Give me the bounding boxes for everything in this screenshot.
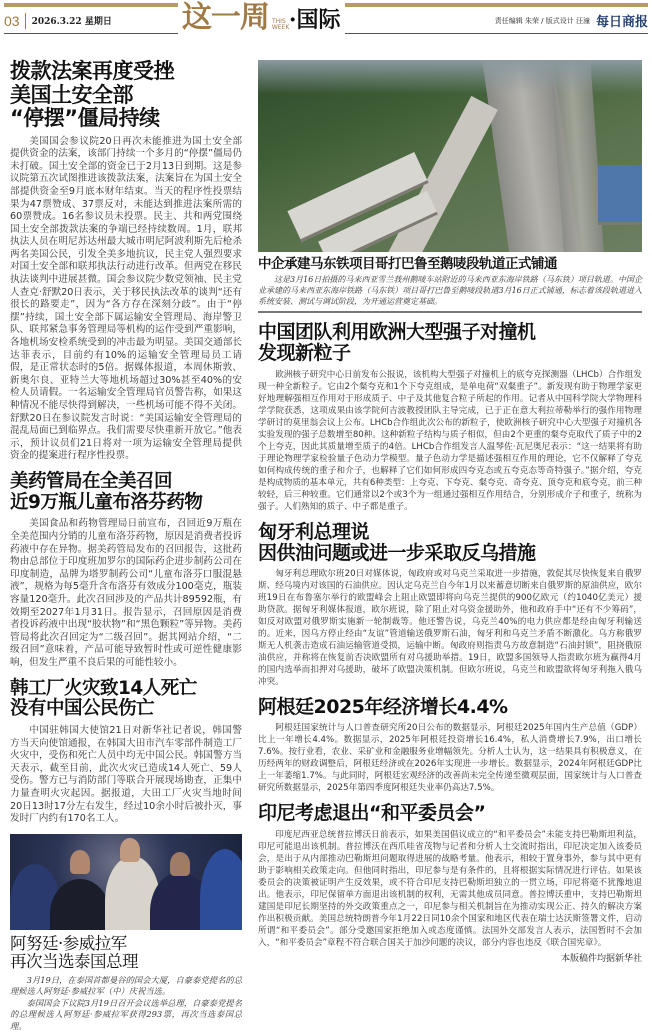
- page-number: 03: [4, 13, 26, 29]
- caption-rail: 这是3月16日拍摄的马来西亚雪兰莪州鹅唛车站附近的马来西亚东海岸铁路（马东铁）项目轨道。中国企业承建的马来西亚东海岸铁路（马东铁）项目哥打巴鲁至鹅唛段轨道3月16日正式铺通，标志着该段轨道进入系统安装、测试与调试阶段，为开通运营奠定基础。: [258, 275, 642, 307]
- logo-en: THIS WEEK: [271, 17, 290, 31]
- body-hungary: 匈牙利总理欧尔班20日对媒体说，匈政府或对乌克兰采取进一步措施，敦促其尽快恢复来自俄罗斯、经乌境内对该国的石油供应。因认定乌克兰自今年1月以来蓄意切断来自俄罗斯的原油供应，欧尔班19日在布鲁塞尔举行的欧盟峰会上阻止欧盟即将向乌克兰提供的900亿欧元（约1040亿美元）援助贷款。据匈牙利媒体报道，欧尔班说，除了阻止对乌资金援助外，他和政府手中“还有不少筹码”，如反对欧盟对俄罗斯实施新一轮制裁等。他还警告说，乌克兰40%的电力供应都是经由匈牙利输送的。近来，因乌方停止经由“友谊”管道输送俄罗斯石油，匈牙利和乌克兰矛盾不断激化。乌方称俄罗斯无人机袭击造成石油运输管道受损，运输中断。匈政府则指责乌方故意制造“石油封锁”，阻挠俄原油供应，并称将在恢复前否决欧盟所有对乌援助举措。19日，欧盟多国领导人指责欧尔班为赢得4月的国内选举而扣押对乌援助，破坏了欧盟决策机制。但欧尔班说，乌克兰和欧盟欲将匈牙利拖入俄乌冲突。: [258, 569, 642, 688]
- body-lhcb: 欧洲核子研究中心日前发布公报说，该机构大型强子对撞机上的底夸克探测器（LHCb）合作组发现一种全新粒子。它由2个粲夸克和1个下夸克组成，是单电荷“双粲重子”。新发现有助于物理学家更好地理解强相互作用对于形成质子、中子及其他复合粒子所起的作用。记者从中国科学院大学物理科学学院获悉，这项成果由该学院何吉波教授团队主导完成，已于正在意大利拉蒂勒举行的强作用物理学研讨的莫里翁会议上公布。LHCb合作组此次公布的新粒子，使欧洲核子研究中心大型强子对撞机各实验发现的强子总数增至80种。这种新粒子结构与质子相似，但由2个更重的粲夸克取代了质子中的2个上夸克，因此其质量增至质子的4倍。LHCb合作组发言人温琴佐·瓦尼奥尼表示：“这一结果将有助于理论物理学家检验量子色动力学模型。量子色动力学是描述强相互作用的理论，它不仅解释了夸克如何构成传统的重子和介子，也解释了它们如何形成四夸克态或五夸克态等奇特强子。”据介绍，夸克是构成物质的基本单元，共有6种类型：上夸克、下夸克、粲夸克、奇夸克、顶夸克和底夸克，前三种较轻，后三种较重。它们通常以2个或3个为一组通过强相互作用结合，分别形成介子和重子，统称为强子。人们熟知的质子、中子都是重子。: [258, 369, 642, 512]
- editors: 责任编辑 朱荣 / 版式设计 汪潼: [494, 16, 590, 25]
- body-indonesia: 印度尼西亚总统普拉博沃日前表示，如果美国倡议成立的“和平委员会”未能支持巴勒斯坦利益，印尼可能退出该机制。普拉博沃在西爪哇省茂物与记者和分析人士交流时指出，印尼决定加入该委员会，是出于从内部推动巴勒斯坦问题取得进展的战略考量。他表示，相较于置身事外，参与其中更有助于影响相关政策走向。但他同时指出，印尼参与是有条件的，且将根据实际情况进行评估。如果该委员会的决策被证明产生反效果，或不符合印尼支持巴勒斯坦独立的一贯立场，印尼将毫不犹豫地退出。他表示，印尼保留单方面退出该机制的权利，无需其他成员同意。普拉博沃重申，支持巴勒斯坦建国是印尼长期坚持的外交政策重点之一，印尼参与相关机制旨在为推动实现公正、持久的解决方案作出积极贡献。美国总统特朗普今年1月22日同10余个国家和地区代表在瑞士达沃斯签署文件，启动所谓“和平委员会”。部分受邀国家拒绝加入或态度谨慎。法国外交部发言人表示，法国暂时不会加入，“和平委员会”章程不符合联合国关于加沙问题的决议，部分内容也违反《联合国宪章》。: [258, 829, 642, 948]
- headline-thai: 阿努廷·参威拉军 再次当选泰国总理: [10, 933, 138, 972]
- issue-date: 2026.3.22 星期日: [31, 17, 112, 27]
- divider: [258, 311, 642, 313]
- section-logo: [178, 0, 345, 34]
- headline-dhs: 拨款法案再度受挫 美国土安全部 “停摆”僵局持续: [10, 59, 174, 131]
- left-column: [10, 60, 242, 1032]
- headline-lhcb: 中国团队利用欧洲大型强子对撞机 发现新粒子: [258, 321, 536, 365]
- body-fda: 美国食品和药物管理局日前宣布，召回近9万瓶在全美范围内分销的儿童布洛芬药物，原因是消费者投诉药液中存在异物。据美药管局发布的召回报告，这批药物由总部位于印度班加罗尔的国际药企进步制药公司在印度制造，品牌为塔罗制药公司“儿童布洛芬口服混悬液”，规格为每5毫升含布洛芬有效成分100毫克，瓶装容量120毫升。此次召回涉及的产品共计89592瓶，有效期至2027年1月31日。报告显示，召回原因是消费者投诉药液中出现“胶状物”和“黑色颗粒”等异物。美药管局将此次召回定为“二级召回”。据其网站介绍，“二级召回”意味着，产品可能导致暂时性或可逆性健康影响，但发生严重不良后果的可能性较小。: [10, 518, 242, 668]
- caption-thai-2: 泰国国会下议院3月19日召开会议选举总理，自豪泰党提名的总理候选人阿努廷·参威拉军获得293票，再次当选泰国总理。: [10, 997, 242, 1031]
- body-argentina: 阿根廷国家统计与人口普查研究所20日公布的数据显示，阿根廷2025年国内生产总值（GDP）比上一年增长4.4%。数据显示，2025年阿根廷投资增长16.4%，私人消费增长7.9%，出口增长7.6%。按行业看，农业、采矿业和金融服务业增幅领先。分析人士认为，这一结果具有积极意义，在历经两年的财政调整后，阿根廷经济或在2026年实现进一步增长。数据显示，2024年阿根廷GDP比上一年萎缩1.7%。与此同时，阿根廷宏观经济的改善尚未完全传递至微观层面，国家统计与人口普查研究所数据显示，2025年第四季度阿根廷失业率仍高达7.5%。: [258, 723, 642, 794]
- right-column: [258, 60, 642, 964]
- paper-name: 每日商报: [595, 15, 648, 30]
- logo-text: 这一周: [181, 0, 269, 35]
- headline-argentina: 阿根廷2025年经济增长4.4%: [258, 696, 508, 719]
- headline-korea: 韩工厂火灾致14人死亡 没有中国公民伤亡: [10, 677, 197, 720]
- headline-rail: 中企承建马东铁项目哥打巴鲁至鹅唛段轨道正式铺通: [258, 256, 557, 272]
- headline-fda: 美药管局在全美召回 近9万瓶儿童布洛芬药物: [10, 470, 203, 513]
- photo-rail-track: [258, 60, 642, 252]
- photo-thai-parliament: [10, 834, 242, 930]
- body-korea: 中国驻韩国大使馆21日对新华社记者说，韩国警方当天向使馆通报，在韩国大田市汽车零部件制造工厂火灾中，受伤和死亡人员中均无中国公民。韩国警方当天表示，截至目前，此次火灾已造成14人死亡、59人受伤。警方已与消防部门等联合开展现场勘查，正集中力量查明火灾起因。据报道，大田工厂火灾当地时间20日13时17分左右发生，经过10余小时后被扑灭，事发时厂内约有170名工人。: [10, 724, 242, 825]
- headline-indonesia: 印尼考虑退出“和平委员会”: [258, 802, 486, 825]
- caption-thai-1: 3月19日，在泰国首都曼谷的国会大厦，自豪泰党提名的总理候选人阿努廷·参威拉军（中）庆祝当选。: [10, 974, 242, 997]
- page-header: [4, 0, 648, 35]
- source-credit: 本版稿件均据新华社: [560, 953, 642, 964]
- headline-hungary: 匈牙利总理说 因供油问题或进一步采取反乌措施: [258, 520, 536, 564]
- section-name: ·国际: [288, 6, 341, 33]
- body-dhs: 美国国会参议院20日再次未能推进为国土安全部提供资金的法案，该部门持续一个多月的“停摆”僵局仍未打破。国土安全部的资金已于2月13日到期。这是参议院第五次试图推进该拨款法案，法案旨在为国土安全部提供资金至9月底本财年结束。当天的程序性投票结果为47票赞成、37票反对，未能达到推进法案所需的60票赞成。16名参议员未投票。民主、共和两党围绕国土安全部拨款法案的争端已经持续数周。1月，联邦执法人员在明尼苏达州最大城市明尼阿波利斯先后枪杀两名美国公民，引发全美多地抗议，民主党人强烈要求对国土安全部和联邦执法行动进行改革。但两党在移民执法谈判中进展甚微。国会参议院少数党领袖、民主党人查克·舒默20日表示，关于移民执法改革的谈判“还有很长的路要走”，因为“各方存在深刻分歧”。由于“停摆”持续，国土安全部下属运输安全管理局、海岸警卫队、联邦紧急事务管理局等机构的运作受到严重影响，各地机场安检系统受到的冲击最为明显。美国交通部长达菲表示，目前约有10%的运输安全管理局员工请假，是正常状态时的5倍。据媒体报道，本周休斯敦、新奥尔良、亚特兰大等地机场超过30%甚至40%的安检人员请假。一名运输安全管理局官员警告称，如果这种情况不能尽快得到解决，一些机场可能不得不关闭。舒默20日在参议院发言时说：“美国运输安全管理局的混乱局面已到临界点。我们需要尽快重新开放它。”他表示，预计议员们21日将对一项为运输安全管理局提供资金的提案进行程序性投票。: [10, 135, 242, 462]
